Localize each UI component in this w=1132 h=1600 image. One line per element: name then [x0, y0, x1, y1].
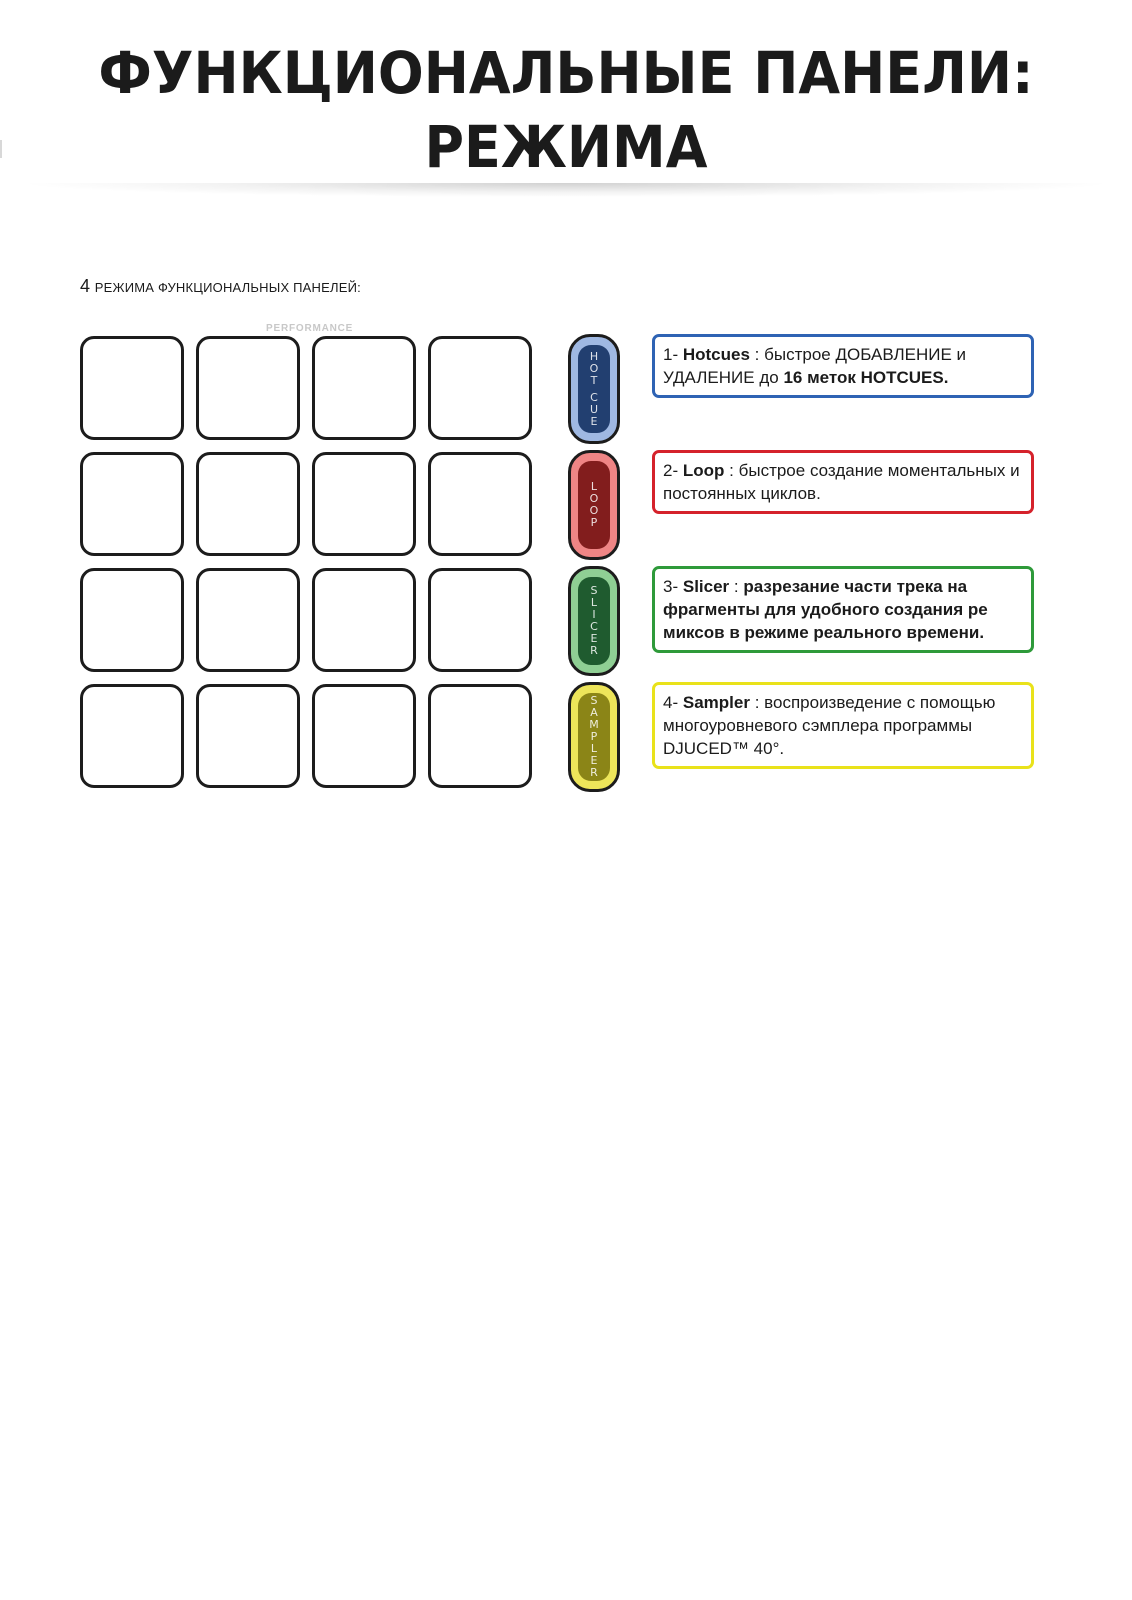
button-letter: O — [589, 504, 599, 517]
button-letter: C — [590, 620, 598, 633]
pad-r1-c2[interactable] — [196, 336, 300, 440]
pad-r2-c3[interactable] — [312, 452, 416, 556]
slicer-bold-text: разрезание части трека на фрагменты для удобного создания ре миксов в режиме реального времени. — [663, 577, 988, 642]
page-title-line-1: ФУНКЦИОНАЛЬНЫЕ ПАНЕЛИ: — [98, 39, 1034, 107]
button-letter: R — [590, 766, 598, 779]
button-letter: P — [590, 730, 598, 743]
button-letter: I — [592, 608, 596, 621]
loop-separator: : — [729, 461, 734, 480]
pad-r3-c3[interactable] — [312, 568, 416, 672]
hot-cue-button-label — [578, 345, 610, 433]
pad-r3-c2[interactable] — [196, 568, 300, 672]
sampler-description — [652, 682, 1034, 769]
sampler-name: Sampler — [682, 693, 750, 712]
hotcues-separator: : — [754, 345, 760, 364]
intro-number: 4 — [80, 276, 91, 296]
sampler-separator: : — [754, 693, 760, 712]
pad-r1-c1[interactable] — [80, 336, 184, 440]
button-letter: R — [590, 644, 598, 657]
button-letter: S — [590, 694, 598, 707]
slicer-separator: : — [733, 577, 739, 596]
button-letter: L — [590, 596, 598, 609]
button-letter: L — [590, 742, 598, 755]
slicer-number: 3- — [663, 577, 679, 596]
button-letter: M — [589, 718, 599, 731]
page-edge-mark — [0, 140, 2, 158]
pad-r2-c2[interactable] — [196, 452, 300, 556]
pad-r2-c4[interactable] — [428, 452, 532, 556]
pad-r3-c4[interactable] — [428, 568, 532, 672]
button-letter: E — [590, 414, 598, 428]
button-letter: A — [590, 706, 598, 719]
pad-r1-c3[interactable] — [312, 336, 416, 440]
performance-label: PERFORMANCE — [266, 323, 354, 334]
pad-r4-c4[interactable] — [428, 684, 532, 788]
loop-description — [652, 450, 1034, 514]
button-letter: O — [589, 492, 599, 505]
hotcues-bold-text: 16 меток HOTCUES. — [783, 368, 949, 387]
intro-label: РЕЖИМА ФУНКЦИОНАЛЬНЫХ ПАНЕЛЕЙ: — [94, 280, 361, 295]
button-letter: O — [589, 361, 599, 375]
slicer-button-label — [578, 577, 610, 665]
title-underline-shadow — [30, 183, 1102, 197]
button-letter: C — [590, 390, 598, 404]
hotcues-number: 1- — [663, 345, 679, 364]
loop-text: быстрое создание моментальных и постоянных циклов. — [663, 461, 1020, 503]
hotcues-text: быстрое ДОБАВЛЕНИЕ и УДАЛЕНИЕ до — [663, 345, 967, 387]
button-letter: P — [590, 516, 598, 529]
slicer-mode-button[interactable] — [568, 566, 620, 676]
hot-cue-mode-button[interactable] — [568, 334, 620, 444]
pad-r3-c1[interactable] — [80, 568, 184, 672]
loop-button-label — [578, 461, 610, 549]
sampler-text: воспроизведение с помощью многоуровневого сэмплера программы DJUCED™ 40°. — [663, 693, 996, 758]
page-title — [40, 36, 1093, 184]
sampler-number: 4- — [663, 693, 679, 712]
pad-r4-c3[interactable] — [312, 684, 416, 788]
pad-r2-c1[interactable] — [80, 452, 184, 556]
button-letter: L — [590, 480, 598, 493]
sampler-button-label — [578, 693, 610, 781]
button-letter: S — [590, 584, 598, 597]
pad-r4-c1[interactable] — [80, 684, 184, 788]
pad-r4-c2[interactable] — [196, 684, 300, 788]
loop-name: Loop — [682, 461, 725, 480]
hotcues-description — [652, 334, 1034, 398]
button-letter: H — [589, 349, 599, 363]
loop-number: 2- — [663, 461, 679, 480]
button-letter: T — [590, 373, 598, 387]
loop-mode-button[interactable] — [568, 450, 620, 560]
button-letter: E — [590, 632, 598, 645]
button-letter: E — [590, 754, 598, 767]
sampler-mode-button[interactable] — [568, 682, 620, 792]
intro-text — [80, 274, 361, 300]
slicer-name: Slicer — [682, 577, 730, 596]
button-letter: U — [589, 402, 599, 416]
hotcues-name: Hotcues — [682, 345, 750, 364]
pad-r1-c4[interactable] — [428, 336, 532, 440]
page-title-line-2: РЕЖИМА — [424, 113, 708, 181]
slicer-description — [652, 566, 1034, 653]
